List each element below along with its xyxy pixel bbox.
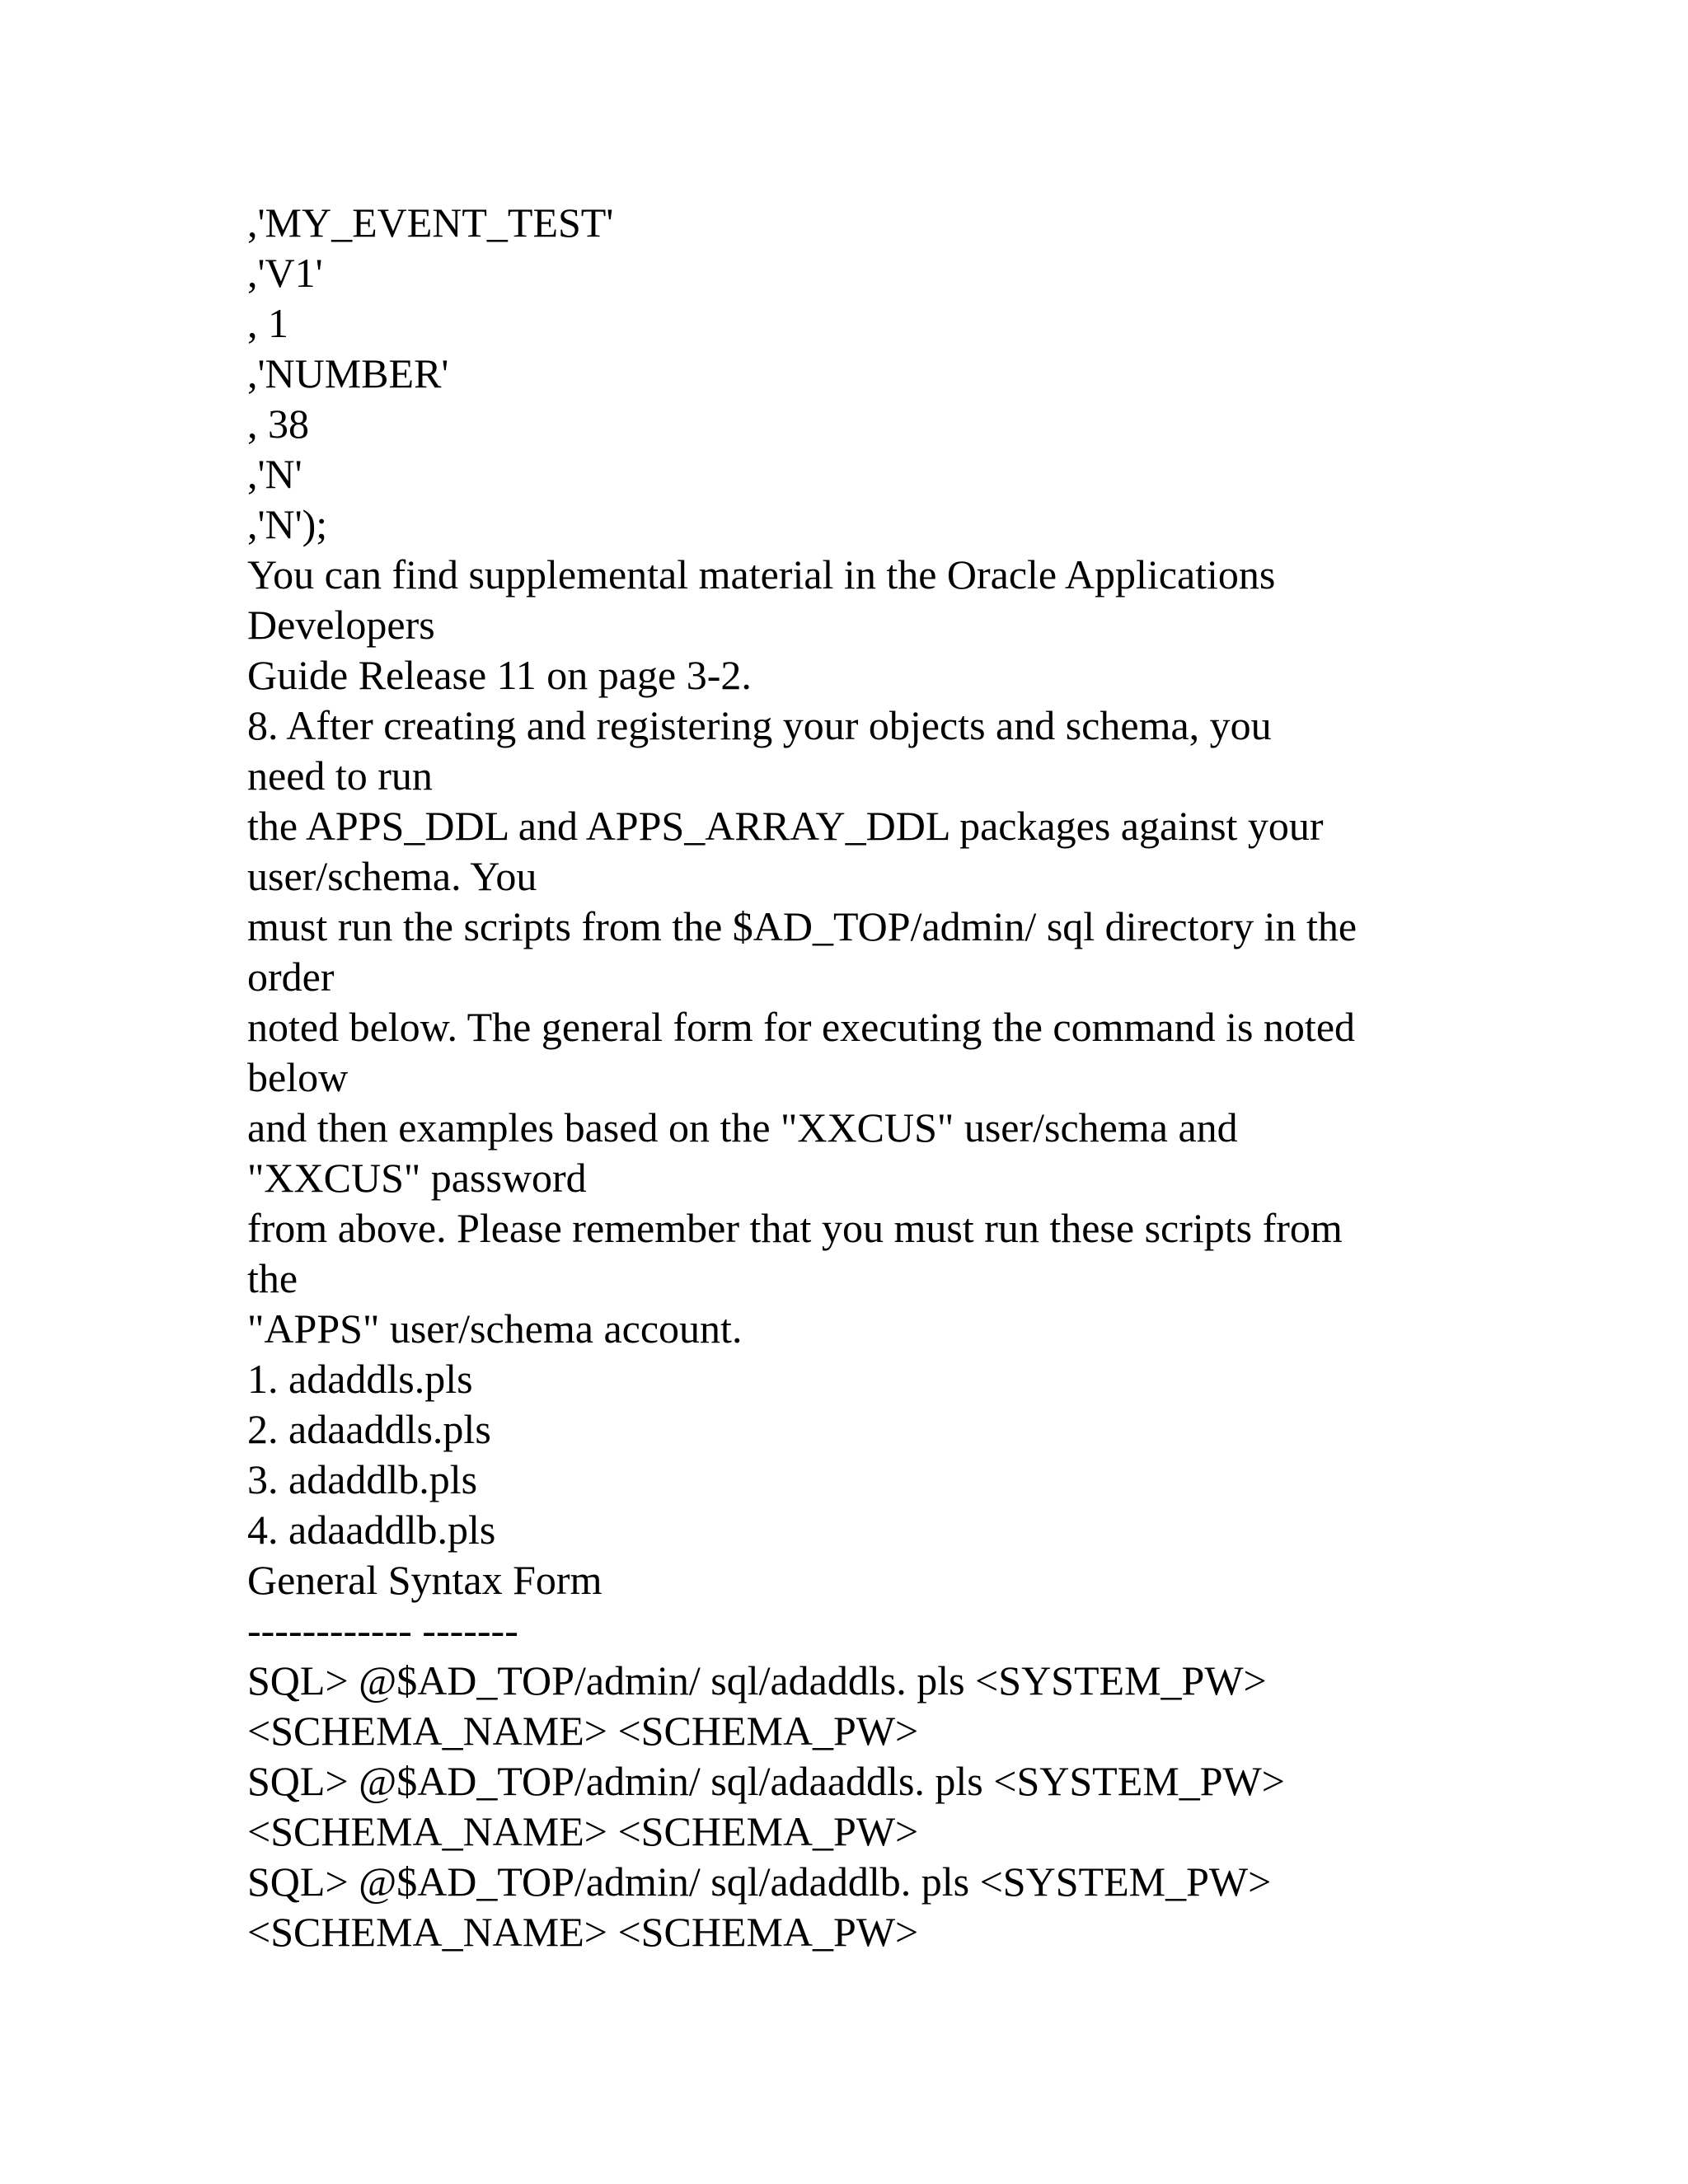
sql-command-line: SQL> @$AD_TOP/admin/ sql/adaddlb. pls <SYSTEM_PW>	[247, 1858, 1272, 1905]
text-line: noted below. The general form for executing the command is noted	[247, 1004, 1356, 1050]
text-line: the	[247, 1255, 298, 1301]
script-list-item: 4. adaaddlb.pls	[247, 1507, 496, 1553]
sql-command-line: SQL> @$AD_TOP/admin/ sql/adaddls. pls <SYSTEM_PW>	[247, 1657, 1267, 1704]
code-line-datatype: ,'NUMBER'	[247, 350, 449, 396]
step-8-line: 8. After creating and registering your objects and schema, you	[247, 702, 1272, 748]
text-line: "XXCUS" password	[247, 1155, 587, 1201]
sql-command-args: <SCHEMA_NAME> <SCHEMA_PW>	[247, 1909, 919, 1955]
text-line: and then examples based on the "XXCUS" user/schema and	[247, 1104, 1238, 1151]
text-line: order	[247, 954, 335, 1000]
text-line: Guide Release 11 on page 3-2.	[247, 652, 752, 698]
code-line-flag-end: ,'N');	[247, 501, 328, 547]
code-line-sequence: , 1	[247, 300, 288, 346]
text-line: below	[247, 1054, 349, 1100]
text-line: need to run	[247, 752, 433, 799]
sql-command-args: <SCHEMA_NAME> <SCHEMA_PW>	[247, 1708, 919, 1754]
code-line-variable: ,'V1'	[247, 250, 323, 296]
text-line: from above. Please remember that you must run these scripts from	[247, 1205, 1343, 1251]
text-line: "APPS" user/schema account.	[247, 1305, 743, 1352]
syntax-underline: ------------ -------	[247, 1607, 518, 1653]
text-line: user/schema. You	[247, 853, 537, 899]
script-list-item: 3. adaddlb.pls	[247, 1456, 478, 1502]
sql-command-line: SQL> @$AD_TOP/admin/ sql/adaaddls. pls <SYSTEM_PW>	[247, 1758, 1285, 1804]
text-line: must run the scripts from the $AD_TOP/admin/ sql directory in the	[247, 903, 1357, 949]
script-list-item: 1. adaddls.pls	[247, 1356, 473, 1402]
document-body	[247, 198, 1533, 1957]
code-line-event-name: ,'MY_EVENT_TEST'	[247, 199, 614, 246]
sql-command-args: <SCHEMA_NAME> <SCHEMA_PW>	[247, 1808, 919, 1854]
text-line: You can find supplemental material in the Oracle Applications	[247, 551, 1276, 598]
script-list-item: 2. adaaddls.pls	[247, 1406, 491, 1452]
syntax-heading: General Syntax Form	[247, 1557, 603, 1603]
code-line-length: , 38	[247, 401, 309, 447]
text-line: the APPS_DDL and APPS_ARRAY_DDL packages against your	[247, 803, 1324, 849]
code-line-flag: ,'N'	[247, 451, 302, 497]
text-line: Developers	[247, 602, 435, 648]
